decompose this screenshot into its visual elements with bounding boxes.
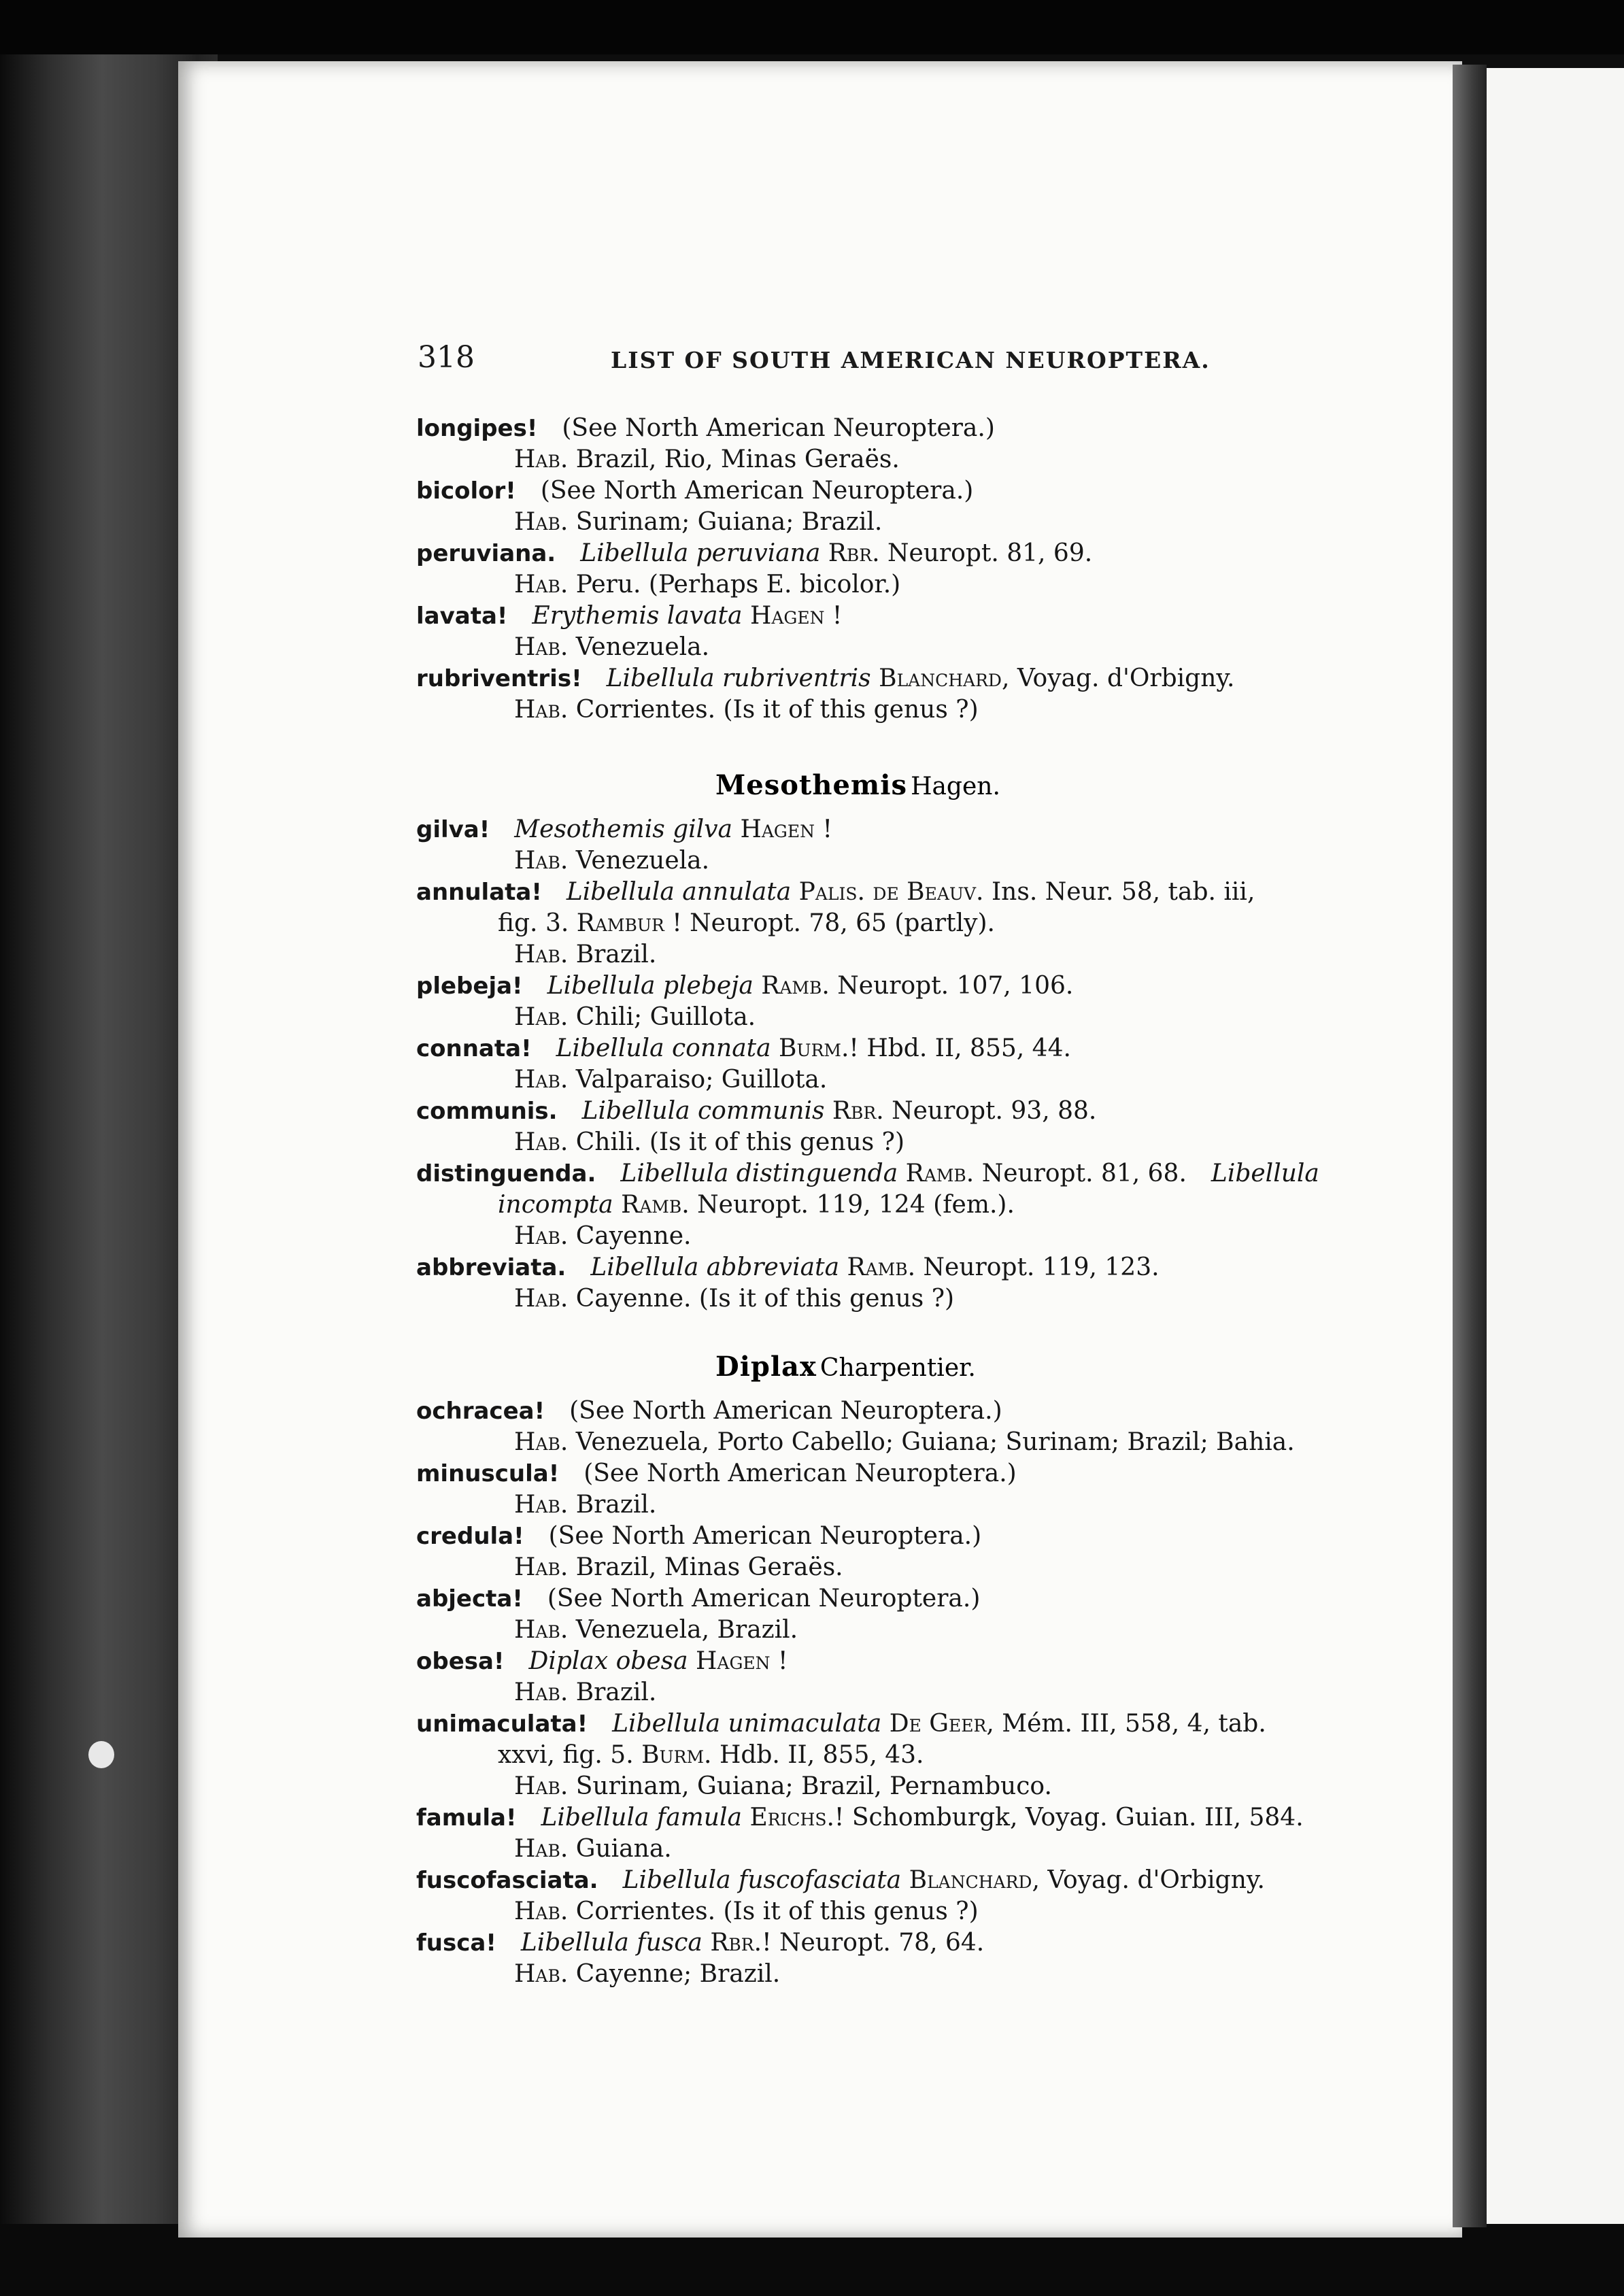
- species-mark: !: [531, 879, 542, 906]
- reference-text: xxvi, fig. 5.: [498, 1741, 634, 1769]
- species-name: lavata: [416, 603, 497, 630]
- species-mark: !: [512, 973, 523, 1000]
- species-name: bicolor: [416, 477, 506, 505]
- habitat-text: Chili. (Is it of this genus ?): [575, 1128, 904, 1156]
- author-name: Ramb.: [761, 972, 830, 1000]
- species-name: annulata: [416, 879, 532, 906]
- reference-text: (See North American Neuroptera.): [583, 1459, 1017, 1487]
- habitat-label: Hab.: [514, 571, 569, 598]
- author-name: Rbr.: [828, 539, 880, 567]
- author-name: Ramb.: [905, 1160, 975, 1187]
- species-mark: !: [512, 1585, 523, 1613]
- habitat-text: Venezuela, Porto Cabello; Guiana; Surinam; Brazil; Bahia.: [575, 1428, 1295, 1456]
- author-name: Hagen !: [740, 815, 832, 843]
- habitat-text: Corrientes. (Is it of this genus ?): [575, 696, 979, 724]
- species-entry-line: [416, 1459, 1017, 1489]
- synonym-name: Libellula communis: [581, 1097, 825, 1125]
- species-entry-line: [416, 971, 1073, 1001]
- habitat-label: Hab.: [514, 1003, 569, 1031]
- species-entry-line: [416, 1584, 980, 1614]
- species-mark: !: [496, 603, 508, 630]
- species-entry-line: [416, 413, 995, 443]
- synonym-name: incompta: [498, 1191, 613, 1219]
- page-header: [178, 340, 1462, 381]
- habitat-text: Venezuela.: [575, 633, 710, 661]
- habitat-label: Hab.: [514, 1491, 569, 1519]
- habitat-text: Venezuela.: [575, 847, 710, 875]
- species-entry-line: [416, 1396, 1002, 1426]
- author-name: De Geer,: [889, 1710, 994, 1738]
- habitat-label: Hab.: [514, 1835, 569, 1863]
- species-entry-line: [416, 539, 1092, 569]
- habitat-line: [514, 1772, 1052, 1802]
- habitat-label: Hab.: [514, 633, 569, 661]
- reference-text: (See North American Neuroptera.): [548, 1522, 982, 1550]
- reference-text: Neuropt. 107, 106.: [837, 972, 1074, 1000]
- reference-text: Hdb. II, 855, 43.: [719, 1741, 924, 1769]
- reference-text: Neuropt. 119, 124 (fem.).: [697, 1191, 1015, 1219]
- species-mark: !: [534, 1398, 545, 1425]
- synonym-name: Erythemis lavata: [532, 602, 743, 630]
- reference-text: (See North American Neuroptera.): [562, 414, 995, 442]
- species-entry-line: [416, 877, 1255, 907]
- habitat-line: [514, 1834, 672, 1864]
- habitat-text: Valparaiso; Guillota.: [575, 1066, 828, 1094]
- species-entry-line: [416, 1647, 788, 1676]
- species-name: obesa: [416, 1648, 494, 1675]
- species-mark: !: [486, 1929, 496, 1957]
- species-mark: !: [513, 1523, 524, 1550]
- habitat-line: [514, 1897, 979, 1927]
- habitat-text: Surinam, Guiana; Brazil, Pernambuco.: [575, 1772, 1052, 1800]
- species-name: famula: [416, 1804, 506, 1831]
- species-name: longipes: [416, 415, 527, 442]
- habitat-label: Hab.: [514, 847, 569, 875]
- species-name: communis: [416, 1098, 549, 1125]
- page-gutter: [1453, 65, 1487, 2227]
- habitat-label: Hab.: [514, 1678, 569, 1706]
- species-mark: !: [505, 477, 516, 505]
- author-name: Hagen !: [749, 602, 843, 630]
- habitat-text: Corrientes. (Is it of this genus ?): [575, 1897, 979, 1925]
- synonym-name: Libellula distinguenda: [620, 1160, 898, 1187]
- habitat-line: [514, 940, 656, 970]
- habitat-text: Brazil, Minas Geraës.: [575, 1553, 843, 1581]
- genus-author: Hagen.: [911, 773, 1000, 800]
- species-mark: !: [505, 1804, 517, 1831]
- species-mark: !: [526, 415, 538, 442]
- species-name: rubriventris: [416, 665, 572, 692]
- habitat-line: [514, 1221, 692, 1251]
- habitat-line: [514, 507, 882, 537]
- habitat-line: [514, 1959, 780, 1989]
- synonym-name: Libellula abbreviata: [590, 1253, 840, 1281]
- species-name: ochracea: [416, 1398, 535, 1425]
- species-entry-line: [416, 1034, 1071, 1064]
- habitat-label: Hab.: [514, 1285, 569, 1313]
- author-name: Ramb.: [621, 1191, 690, 1219]
- species-entry-line: [416, 664, 1234, 694]
- author-name: Ramb.: [847, 1253, 916, 1281]
- species-name: abbreviata: [416, 1254, 558, 1281]
- species-name: plebeja: [416, 973, 513, 1000]
- genus-name: Mesothemis: [715, 769, 907, 801]
- species-entry-line: [416, 815, 832, 845]
- paper-speck: [88, 1741, 114, 1768]
- book-page: [178, 61, 1462, 2238]
- synonym-name: Diplax obesa: [528, 1647, 688, 1675]
- reference-text: Neuropt. 93, 88.: [892, 1097, 1097, 1125]
- species-mark: !: [571, 665, 582, 692]
- species-name: distinguenda: [416, 1160, 588, 1187]
- habitat-line: [514, 1428, 1295, 1457]
- habitat-label: Hab.: [514, 1616, 569, 1644]
- species-name: abjecta: [416, 1585, 513, 1613]
- habitat-line: [514, 1284, 954, 1314]
- author-name: Rbr.: [832, 1097, 884, 1125]
- species-name: unimaculata: [416, 1710, 577, 1738]
- species-name: minuscula: [416, 1460, 549, 1487]
- habitat-label: Hab.: [514, 508, 569, 536]
- reference-text: Neuropt. 81, 68.: [981, 1160, 1187, 1187]
- species-name: peruviana: [416, 540, 547, 567]
- reference-text: Schomburgk, Voyag. Guian. III, 584.: [851, 1804, 1304, 1831]
- species-entry-line: [416, 476, 973, 506]
- synonym-name: Libellula fusca: [520, 1929, 703, 1957]
- author-name: Burm.!: [779, 1034, 859, 1062]
- reference-text: fig. 3.: [498, 909, 569, 937]
- species-entry-line: [416, 1803, 1304, 1833]
- species-mark: !: [493, 1648, 505, 1675]
- reference-text: Ins. Neur. 58, tab. iii,: [991, 878, 1255, 906]
- continuation-line: [498, 1740, 924, 1770]
- habitat-text: Venezuela, Brazil.: [575, 1616, 798, 1644]
- habitat-line: [514, 1065, 827, 1095]
- habitat-line: [514, 632, 709, 662]
- species-entry-line: [416, 1159, 1319, 1189]
- synonym-name: Libellula plebeja: [547, 972, 754, 1000]
- habitat-label: Hab.: [514, 1772, 569, 1800]
- continuation-line: [498, 909, 995, 939]
- reference-text: Neuropt. 78, 64.: [779, 1929, 985, 1957]
- genus-name: Diplax: [715, 1351, 817, 1383]
- reference-text: Voyag. d'Orbigny.: [1017, 664, 1235, 692]
- species-entry-line: [416, 1709, 1266, 1739]
- reference-text: Neuropt. 81, 69.: [887, 539, 1093, 567]
- habitat-text: Peru. (Perhaps E. bicolor.): [575, 571, 901, 598]
- habitat-label: Hab.: [514, 1222, 569, 1250]
- habitat-label: Hab.: [514, 1897, 569, 1925]
- species-entry-line: [416, 1521, 981, 1551]
- species-mark: .: [589, 1867, 598, 1894]
- species-mark: .: [557, 1254, 566, 1281]
- habitat-label: Hab.: [514, 1128, 569, 1156]
- habitat-line: [514, 846, 709, 876]
- author-name: Rbr.!: [710, 1929, 772, 1957]
- genus-author: Charpentier.: [819, 1354, 976, 1382]
- habitat-line: [514, 570, 900, 600]
- species-entry-line: [416, 1253, 1160, 1283]
- synonym-name: Libellula peruviana: [580, 539, 821, 567]
- synonym-name: Libellula: [1211, 1160, 1319, 1187]
- author-name: Hagen !: [696, 1647, 788, 1675]
- species-name: connata: [416, 1035, 522, 1062]
- habitat-text: Cayenne; Brazil.: [575, 1960, 781, 1988]
- species-mark: !: [521, 1035, 532, 1062]
- habitat-label: Hab.: [514, 696, 569, 724]
- habitat-line: [514, 1128, 904, 1158]
- reference-text: Hbd. II, 855, 44.: [866, 1034, 1071, 1062]
- genus-heading: [715, 1350, 976, 1389]
- habitat-text: Brazil.: [575, 1491, 657, 1519]
- habitat-label: Hab.: [514, 445, 569, 473]
- species-name: credula: [416, 1523, 514, 1550]
- habitat-line: [514, 1002, 756, 1032]
- scan-top-border: [0, 0, 1624, 54]
- reference-text: Voyag. d'Orbigny.: [1047, 1866, 1265, 1894]
- species-entry-line: [416, 1866, 1265, 1895]
- facing-page-edge: [1487, 68, 1624, 2224]
- habitat-text: Surinam; Guiana; Brazil.: [575, 508, 883, 536]
- synonym-name: Mesothemis gilva: [514, 815, 732, 843]
- author-name: Erichs.!: [749, 1804, 845, 1831]
- habitat-line: [514, 1678, 656, 1708]
- habitat-line: [514, 1490, 656, 1520]
- species-entry-line: [416, 1096, 1096, 1126]
- species-mark: .: [587, 1160, 596, 1187]
- habitat-text: Brazil.: [575, 1678, 657, 1706]
- page-number: 318: [418, 340, 475, 375]
- species-mark: .: [548, 1098, 558, 1125]
- reference-text: Neuropt. 78, 65 (partly).: [690, 909, 995, 937]
- reference-text: Neuropt. 119, 123.: [923, 1253, 1160, 1281]
- running-title: LIST OF SOUTH AMERICAN NEUROPTERA.: [611, 347, 1211, 373]
- habitat-label: Hab.: [514, 1960, 569, 1988]
- genus-heading: [715, 769, 1000, 808]
- species-name: gilva: [416, 816, 479, 843]
- habitat-label: Hab.: [514, 1066, 569, 1094]
- species-entry-line: [416, 1928, 984, 1958]
- habitat-label: Hab.: [514, 1428, 569, 1456]
- author-name: Blanchard,: [909, 1866, 1040, 1894]
- habitat-line: [514, 445, 900, 475]
- reference-text: Mém. III, 558, 4, tab.: [1002, 1710, 1266, 1738]
- habitat-line: [514, 1553, 843, 1583]
- species-name: fuscofasciata: [416, 1867, 590, 1894]
- species-mark: !: [548, 1460, 560, 1487]
- reference-text: (See North American Neuroptera.): [547, 1585, 981, 1613]
- synonym-name: Libellula fuscofasciata: [622, 1866, 902, 1894]
- species-mark: .: [547, 540, 556, 567]
- habitat-text: Cayenne. (Is it of this genus ?): [575, 1285, 955, 1313]
- reference-text: (See North American Neuroptera.): [540, 477, 974, 505]
- habitat-label: Hab.: [514, 941, 569, 968]
- habitat-text: Brazil, Rio, Minas Geraës.: [575, 445, 900, 473]
- habitat-text: Brazil.: [575, 941, 657, 968]
- synonym-name: Libellula connata: [556, 1034, 771, 1062]
- species-mark: !: [479, 816, 490, 843]
- synonym-name: Libellula annulata: [566, 878, 792, 906]
- species-entry-line: [416, 601, 842, 631]
- reference-text: (See North American Neuroptera.): [569, 1397, 1002, 1425]
- author-name: Burm.: [641, 1741, 712, 1769]
- habitat-label: Hab.: [514, 1553, 569, 1581]
- continuation-line: [498, 1190, 1015, 1220]
- habitat-text: Chili; Guillota.: [575, 1003, 756, 1031]
- habitat-line: [514, 695, 979, 725]
- author-name: Blanchard,: [879, 664, 1010, 692]
- synonym-name: Libellula unimaculata: [612, 1710, 882, 1738]
- synonym-name: Libellula rubriventris: [606, 664, 871, 692]
- species-name: fusca: [416, 1929, 486, 1957]
- synonym-name: Libellula famula: [541, 1804, 742, 1831]
- habitat-text: Cayenne.: [575, 1222, 692, 1250]
- author-name: Rambur !: [576, 909, 682, 937]
- habitat-line: [514, 1615, 798, 1645]
- species-mark: !: [577, 1710, 588, 1738]
- author-name: Palis. de Beauv.: [798, 878, 984, 906]
- habitat-text: Guiana.: [575, 1835, 672, 1863]
